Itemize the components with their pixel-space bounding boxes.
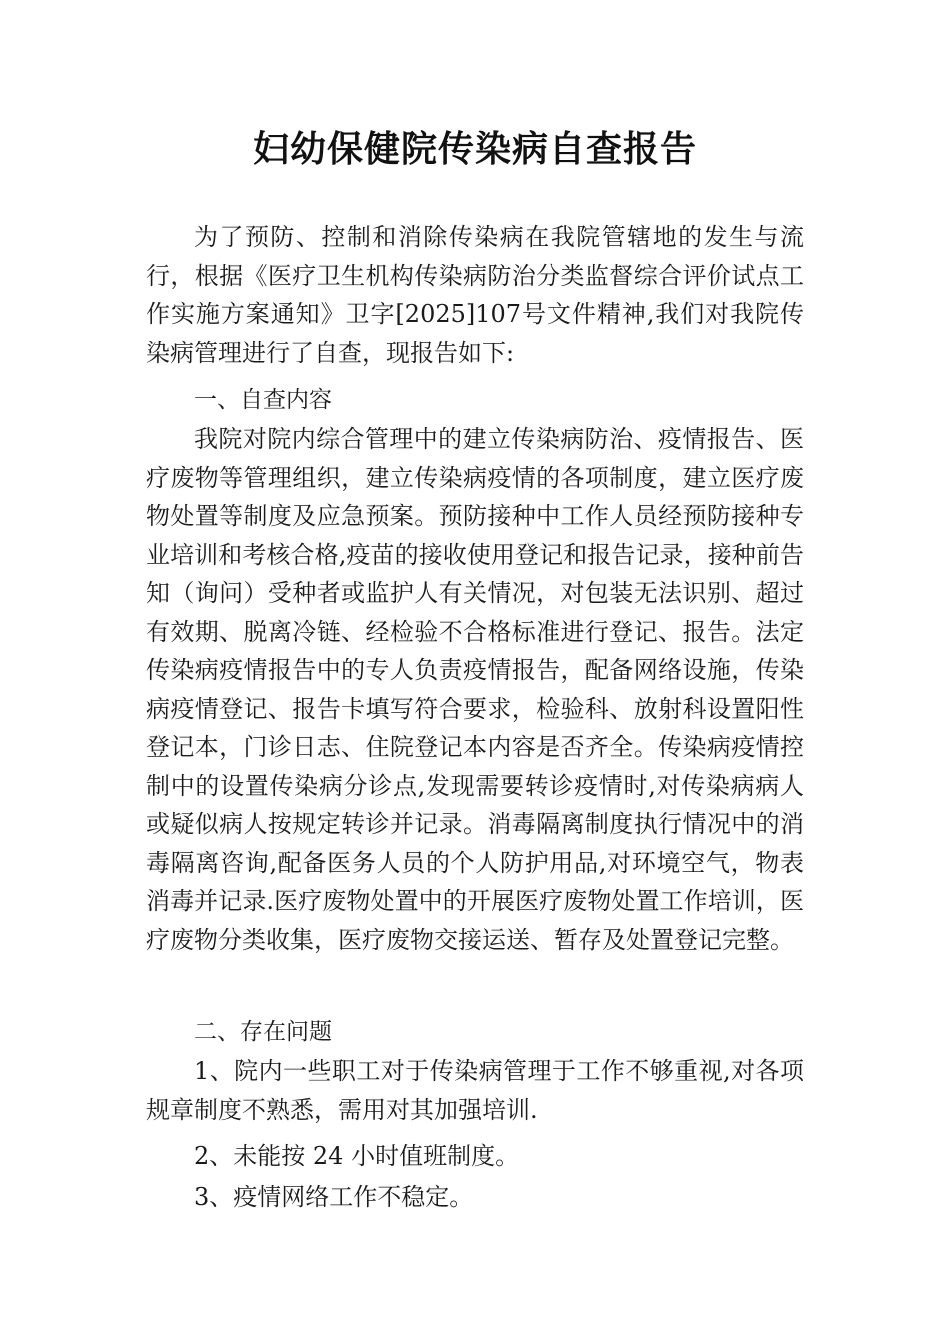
section2-heading-block [146, 1013, 804, 1051]
issue-item-block-2 [146, 1137, 804, 1176]
section1-heading: 一、自查内容 [194, 387, 332, 413]
intro-paragraph: 为了预防、控制和消除传染病在我院管辖地的发生与流行，根据《医疗卫生机构传染病防治分类监督综合评价试点工作实施方案通知》卫字[2025]107号文件精神,我们对我院传染病管理进行了自查，现报告如下: [146, 223, 804, 367]
section1-block [146, 420, 804, 959]
issue-item-block-3 [146, 1178, 804, 1217]
issue-item: 2、未能按 24 小时值班制度。 [194, 1142, 520, 1170]
document-title: 妇幼保健院传染病自查报告 [252, 129, 697, 170]
section1-heading-block [146, 381, 804, 419]
issue-item: 1、院内一些职工对于传染病管理于工作不够重视,对各项规章制度不熟悉，需用对其加强培训. [146, 1057, 804, 1124]
issue-item-block-1 [146, 1052, 804, 1129]
section1-paragraph: 我院对院内综合管理中的建立传染病防治、疫情报告、医疗废物等管理组织，建立传染病疫情的各项制度，建立医疗废物处置等制度及应急预案。预防接种中工作人员经预防接种专业培训和考核合格,疫苗的接收使用登记和报告记录，接种前告知（询问）受种者或监护人有关情况，对包装无法识别、超过有效期、脱离冷链、经检验不合格标准进行登记、报告。法定传染病疫情报告中的专人负责疫情报告，配备网络设施，传染病疫情登记、报告卡填写符合要求，检验科、放射科设置阳性登记本，门诊日志、住院登记本内容是否齐全。传染病疫情控制中的设置传染病分诊点,发现需要转诊疫情时,对传染病病人或疑似病人按规定转诊并记录。消毒隔离制度执行情况中的消毒隔离咨询,配备医务人员的个人防护用品,对环境空气，物表消毒并记录.医疗废物处置中的开展医疗废物处置工作培训，医疗废物分类收集，医疗废物交接运送、暂存及处置登记完整。 [146, 425, 804, 954]
section2-heading: 二、存在问题 [194, 1019, 332, 1045]
intro-block [146, 218, 804, 372]
issue-item: 3、疫情网络工作不稳定。 [194, 1183, 474, 1211]
